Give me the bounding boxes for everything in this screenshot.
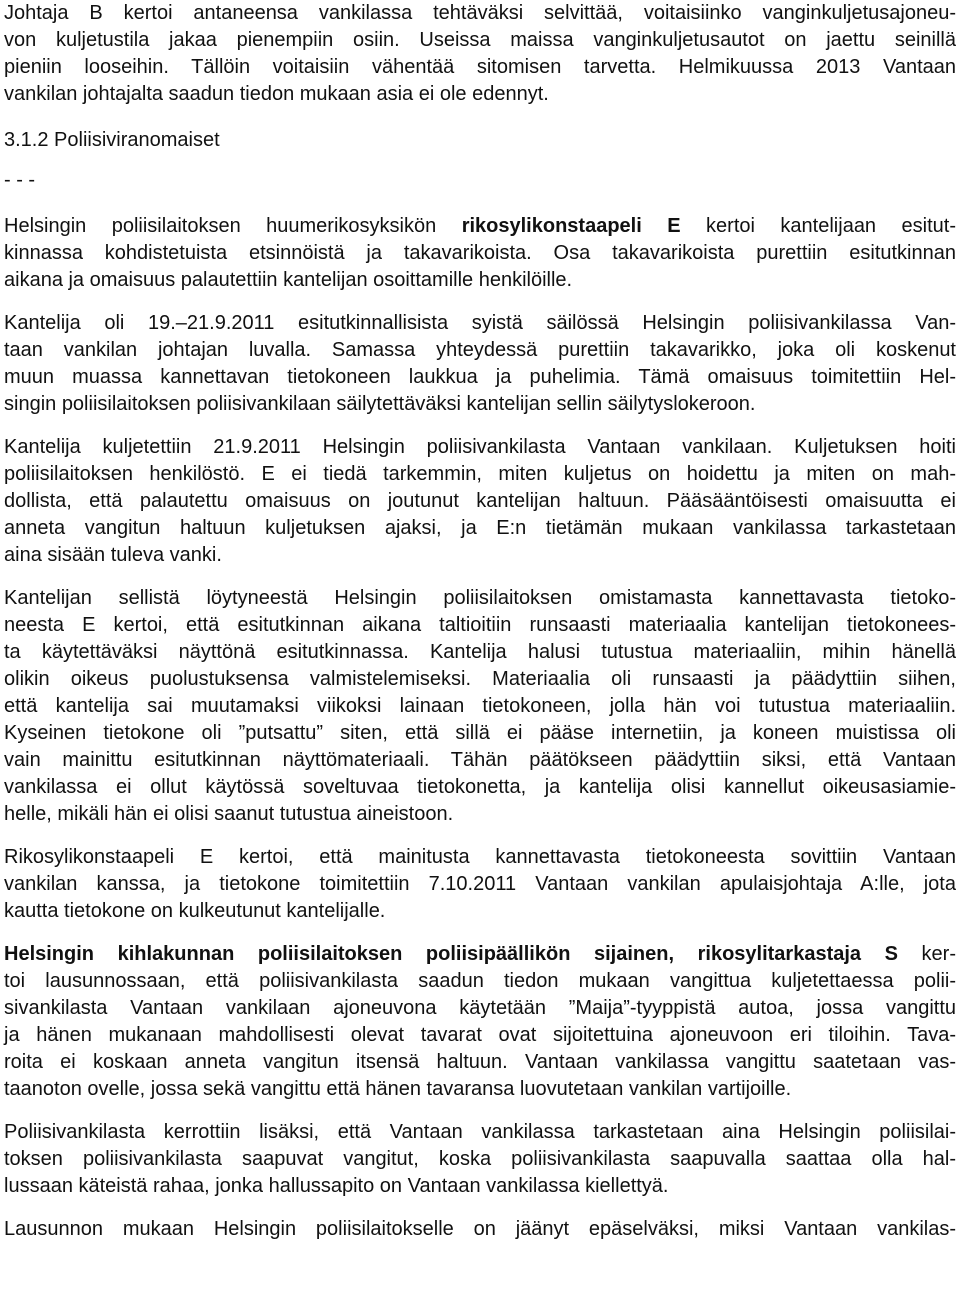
- text-line: singin poliisilaitoksen poliisivankilaan säilytettäväksi kantelijan sellin säilytyslokeroon.: [4, 393, 756, 415]
- paragraph-3: [4, 434, 956, 569]
- text-line: von kuljetustila jakaa pienempiin osiin. Useissa maissa vanginkuljetusautot on jaettu seinillä: [4, 29, 956, 51]
- document-page: [4, 0, 956, 1243]
- text-line: olikin oikeus puolustuksensa valmistelemiseksi. Materiaalia oli runsaasti ja päädyttiin siihen,: [4, 668, 956, 690]
- section-heading: [4, 127, 956, 154]
- text-line: Lausunnon mukaan Helsingin poliisilaitokselle on jäänyt epäselväksi, miksi Vantaan vankilas-: [4, 1218, 956, 1240]
- omission-dashes: [4, 167, 956, 194]
- text-line: Poliisivankilasta kerrottiin lisäksi, että Vantaan vankilassa tarkastetaan aina Helsingin poliisilai-: [4, 1121, 956, 1143]
- text-line: kinnassa kohdistetuista etsinnöistä ja takavarikoista. Osa takavarikoista purettiin esitutkinnan: [4, 242, 956, 264]
- text-line: muun muassa kannettavan tietokoneen laukkua ja puhelimia. Tämä omaisuus toimitettiin Hel-: [4, 366, 956, 388]
- text-line: [4, 213, 956, 240]
- text-line: neesta E kertoi, että esitutkinnan aikana taltioitiin runsaasti materiaalia kantelijan tietokonees-: [4, 614, 956, 636]
- text-line: aina sisään tuleva vanki.: [4, 544, 222, 566]
- text-line: Kantelija oli 19.–21.9.2011 esitutkinnallisista syistä säilössä Helsingin poliisivankilassa Van-: [4, 312, 956, 334]
- section-heading-text: 3.1.2 Poliisiviranomaiset: [4, 129, 220, 151]
- text-line: anneta vangitun haltuun kuljetuksen ajaksi, ja E:n tietämän mukaan vankilassa tarkastetaan: [4, 517, 956, 539]
- paragraph-6: [4, 941, 956, 1103]
- paragraph-intro: [4, 0, 956, 108]
- text-line: roita ei koskaan anneta vangitun itsensä haltuun. Vantaan vankilassa vangittu saatetaan vas-: [4, 1051, 956, 1073]
- text-line: ja hänen mukanaan mahdollisesti olevat tavarat ovat sijoitettuina ajoneuvoon eri tiloihin. Tava-: [4, 1024, 956, 1046]
- text-line: vankilassa ei ollut käytössä soveltuvaa tietokonetta, ja kantelija olisi kannellut oikeusasiamie-: [4, 776, 956, 798]
- text-line: Johtaja B kertoi antaneensa vankilassa tehtäväksi selvittää, voitaisiinko vanginkuljetusajoneu-: [4, 2, 956, 24]
- text-line: dollista, että palautettu omaisuus on joutunut kantelijan haltuun. Pääsääntöisesti omaisuutta ei: [4, 490, 956, 512]
- text-run: Helsingin poliisilaitoksen huumerikosyksikön: [4, 215, 462, 237]
- text-line: Rikosylikonstaapeli E kertoi, että mainitusta kannettavasta tietokoneesta sovittiin Vantaan: [4, 846, 956, 868]
- text-line: vankilan johtajalta saadun tiedon mukaan asia ei ole edennyt.: [4, 83, 549, 105]
- text-line: [4, 941, 956, 968]
- text-line: toksen poliisivankilasta saapuvat vangitut, koska poliisivankilasta saapuvalla saattaa olla hal-: [4, 1148, 956, 1170]
- text-line: Kyseinen tietokone oli ”putsattu” siten, että sillä ei pääse internetiin, ja koneen muistissa oli: [4, 722, 956, 744]
- text-line: toi lausunnossaan, että poliisivankilasta saadun tiedon mukaan vangittua kuljetettaessa polii-: [4, 970, 956, 992]
- paragraph-4: [4, 585, 956, 828]
- paragraph-5: [4, 844, 956, 925]
- text-line: Kantelija kuljetettiin 21.9.2011 Helsingin poliisivankilasta Vantaan vankilaan. Kuljetuksen hoiti: [4, 436, 956, 458]
- text-line: vain mainittu esitutkinnan näyttömateriaali. Tähän päätökseen päädyttiin siksi, että Vantaan: [4, 749, 956, 771]
- bold-run: Helsingin kihlakunnan poliisilaitoksen poliisipäällikön sijainen, rikosylitarkastaja S: [4, 943, 898, 965]
- text-line: poliisilaitoksen henkilöstö. E ei tiedä tarkemmin, miten kuljetus on hoidettu ja miten on mah-: [4, 463, 956, 485]
- paragraph-8: [4, 1216, 956, 1243]
- text-run: ker-: [897, 943, 956, 965]
- text-line: että kantelija sai muutamaksi viikoksi lainaan tietokoneen, jolla hän voi tutustua materiaaliin.: [4, 695, 956, 717]
- text-line: kautta tietokone on kulkeutunut kantelijalle.: [4, 900, 386, 922]
- text-line: taan vankilan johtajan luvalla. Samassa yhteydessä purettiin takavarikko, joka oli koskenut: [4, 339, 956, 361]
- text-run: kertoi kantelijaan esitut-: [680, 215, 956, 237]
- dashes-text: - - -: [4, 169, 36, 191]
- text-line: aikana ja omaisuus palautettiin kantelijan osoittamille henkilöille.: [4, 269, 573, 291]
- text-line: helle, mikäli hän ei olisi saanut tutustua aineistoon.: [4, 803, 454, 825]
- text-line: lussaan käteistä rahaa, jonka hallussapito on Vantaan vankilassa kiellettyä.: [4, 1175, 669, 1197]
- text-line: vankilan kanssa, ja tietokone toimitettiin 7.10.2011 Vantaan vankilan apulaisjohtaja A:lle, jota: [4, 873, 956, 895]
- text-line: Kantelijan sellistä löytyneestä Helsingin poliisilaitoksen omistamasta kannettavasta tietoko-: [4, 587, 956, 609]
- bold-run: rikosylikonstaapeli E: [461, 215, 681, 237]
- paragraph-7: [4, 1119, 956, 1200]
- text-line: pieniin looseihin. Tällöin voitaisiin vähentää sitomisen tarvetta. Helmikuussa 2013 Vantaan: [4, 56, 956, 78]
- paragraph-2: [4, 310, 956, 418]
- paragraph-1: [4, 213, 956, 294]
- text-line: taanoton ovelle, jossa sekä vangittu että hänen tavaransa luovutetaan vankilan vartijoille.: [4, 1078, 792, 1100]
- text-line: sivankilasta Vantaan vankilaan ajoneuvona käytetään ”Maija”-tyyppistä autoa, jossa vangittu: [4, 997, 956, 1019]
- text-line: ta käytettäväksi näyttönä esitutkinnassa. Kantelija halusi tutustua materiaaliin, mihin hänellä: [4, 641, 956, 663]
